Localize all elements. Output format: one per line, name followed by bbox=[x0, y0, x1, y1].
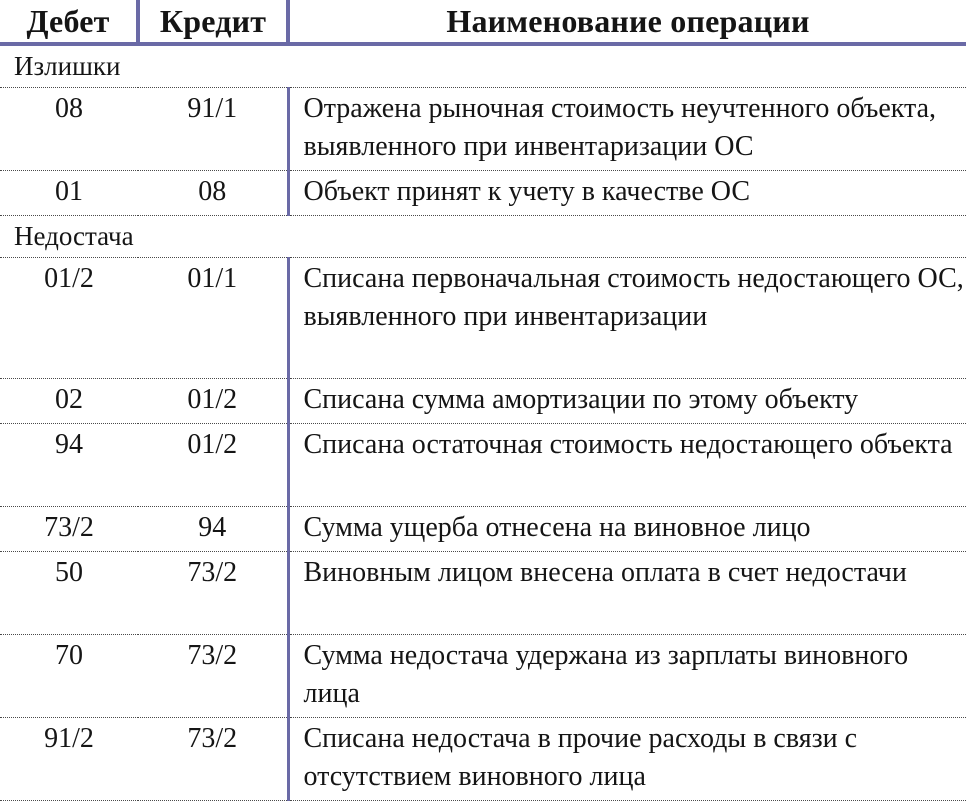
operation-cell: Списана недостача в прочие расходы в связи с отсутствием виновного лица bbox=[288, 718, 966, 801]
section-title: Излишки bbox=[0, 44, 966, 88]
header-credit: Кредит bbox=[138, 0, 288, 44]
table-row bbox=[0, 552, 966, 635]
credit-cell: 73/2 bbox=[138, 635, 288, 718]
debit-cell: 50 bbox=[0, 552, 138, 635]
header-operation: Наименование операции bbox=[288, 0, 966, 44]
operation-cell: Объект принят к учету в качестве ОС bbox=[288, 171, 966, 216]
table-row bbox=[0, 258, 966, 379]
header-debit: Дебет bbox=[0, 0, 138, 44]
operation-cell: Сумма ущерба отнесена на виновное лицо bbox=[288, 507, 966, 552]
credit-cell: 94 bbox=[138, 507, 288, 552]
credit-cell: 01/2 bbox=[138, 379, 288, 424]
section-title: Недостача bbox=[0, 216, 966, 258]
debit-cell: 01/2 bbox=[0, 258, 138, 379]
table-row bbox=[0, 507, 966, 552]
credit-cell: 73/2 bbox=[138, 718, 288, 801]
header-row bbox=[0, 0, 966, 44]
credit-cell: 01/2 bbox=[138, 424, 288, 507]
table-row bbox=[0, 379, 966, 424]
debit-cell: 94 bbox=[0, 424, 138, 507]
section-row-shortage bbox=[0, 216, 966, 258]
table-row bbox=[0, 635, 966, 718]
table-row bbox=[0, 88, 966, 171]
credit-cell: 73/2 bbox=[138, 552, 288, 635]
credit-cell: 08 bbox=[138, 171, 288, 216]
operation-cell: Виновным лицом внесена оплата в счет недостачи bbox=[288, 552, 966, 635]
table-row bbox=[0, 171, 966, 216]
operation-cell: Списана остаточная стоимость недостающего объекта bbox=[288, 424, 966, 507]
table-row bbox=[0, 424, 966, 507]
operation-cell: Сумма недостача удержана из зарплаты виновного лица bbox=[288, 635, 966, 718]
credit-cell: 91/1 bbox=[138, 88, 288, 171]
credit-cell: 01/1 bbox=[138, 258, 288, 379]
operation-cell: Списана первоначальная стоимость недостающего ОС, выявленного при инвентаризации bbox=[288, 258, 966, 379]
debit-cell: 08 bbox=[0, 88, 138, 171]
table-row bbox=[0, 718, 966, 801]
operation-cell: Отражена рыночная стоимость неучтенного объекта, выявленного при инвентаризации ОС bbox=[288, 88, 966, 171]
operation-cell: Списана сумма амортизации по этому объекту bbox=[288, 379, 966, 424]
debit-cell: 73/2 bbox=[0, 507, 138, 552]
debit-cell: 91/2 bbox=[0, 718, 138, 801]
debit-cell: 01 bbox=[0, 171, 138, 216]
debit-cell: 02 bbox=[0, 379, 138, 424]
debit-cell: 70 bbox=[0, 635, 138, 718]
section-row-surplus bbox=[0, 44, 966, 88]
